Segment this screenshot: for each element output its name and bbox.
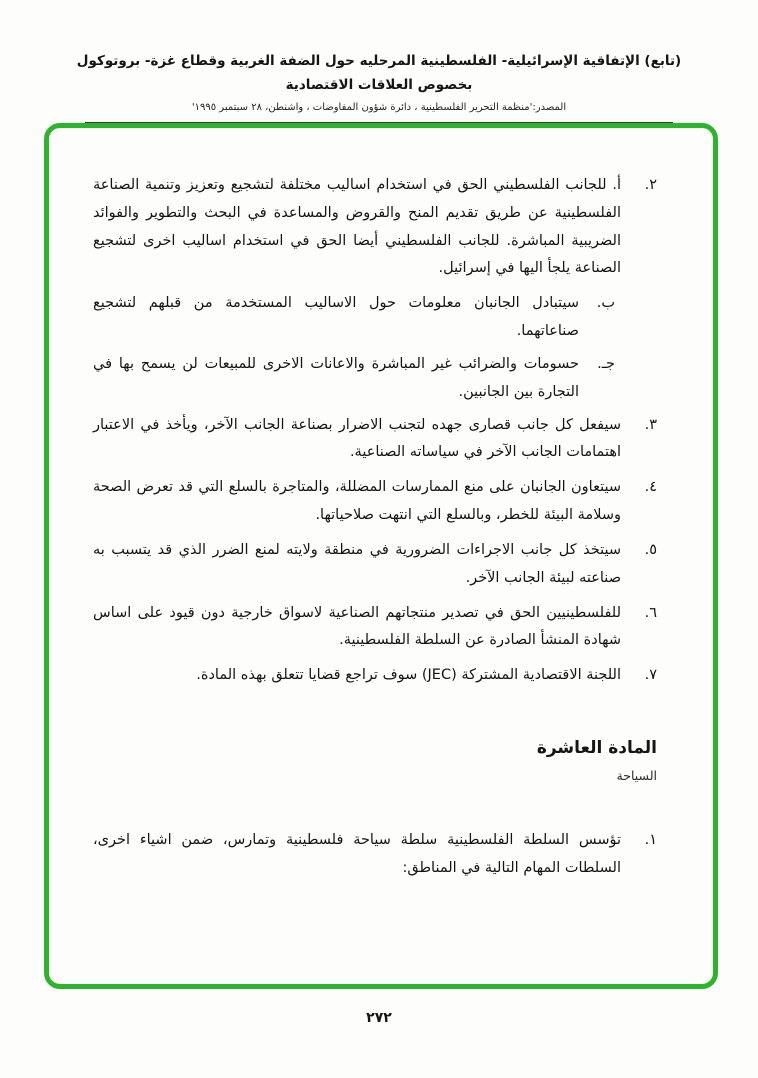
list-item [93,827,657,883]
list-item [93,172,657,283]
content-frame [44,123,718,989]
item-number: ٤. [644,479,657,496]
page-number: ٢٧٢ [366,1010,392,1026]
page-footer [0,1010,758,1026]
item-text: سيتخذ كل جانب الاجراءات الضرورية في منطقة ولايته لمنع الضرر الذي قد يتسبب به صناعته لبيئة الجانب الآخر. [93,541,621,586]
item-number: ١. [644,832,657,849]
item-text: للفلسطينيين الحق في تصدير منتجاتهم الصناعية لاسواق خارجية دون قيود على اساس شهادة المنشأ الصادرة عن السلطة الفلسطينية. [93,604,621,649]
list-item [93,600,657,656]
item-text: اللجنة الاقتصادية المشتركة (JEC) سوف تراجع قضايا تتعلق بهذه المادة. [196,667,621,684]
list-item [93,662,657,690]
item-number: ٢. [644,177,657,193]
list-item [93,537,657,593]
item-text: أ. للجانب الفلسطيني الحق في استخدام اساليب مختلفة لتشجيع وتعزيز وتنمية الصناعة الفلسطينية عن طريق تقديم المنح والقروض والمساعدة في البحث والتطوير والفوائد الضريبية المباشرة. للجانب الفلسطيني أيضا الحق في استخدام اساليب اخرى لتشجيع الصناعة يلجأ اليها في إسرائيل. [93,177,621,277]
item-text: سيتبادل الجانبان معلومات حول الاساليب المستخدمة من قبلهم لتشجيع صناعاتهما. [93,295,579,340]
item-text: سيفعل كل جانب قصارى جهده لتجنب الاضرار بصناعة الجانب الآخر، ويأخذ في الاعتبار اهتمامات الجانب الآخر في سياساته الصناعية. [93,416,621,461]
item-number: ٣. [644,416,657,433]
article-heading [93,738,657,783]
item-number: ب. [596,295,615,312]
item-number: جـ. [597,355,615,372]
item-text: تؤسس السلطة الفلسطينية سلطة سياحة فلسطينية وتمارس، ضمن اشياء اخرى، السلطات المهام التالية في المناطق: [93,832,621,876]
list-item [93,290,615,346]
item-number: ٥. [644,541,657,558]
item-number: ٧. [644,667,657,684]
item-number: ٦. [644,604,657,621]
article-title: المادة العاشرة [536,738,657,759]
header-source: المصدر:'منظمة التحرير الفلسطينية ، دائرة شؤون المفاوضات ، واشنطن، ٢٨ سبتمبر ١٩٩٥' [191,102,567,114]
document-header [0,0,758,123]
item-text: سيتعاون الجانبان على منع الممارسات المضللة، والمتاجرة بالسلع التي قد تعرض الصحة وسلامة البيئة للخطر، وبالسلع التي انتهت صلاحياتها. [93,479,621,524]
item-text: حسومات والضرائب غير المباشرة والاعانات الاخرى للمبيعات لن يسمح بها في التجارة بين الجانبين. [93,355,579,400]
list-item [93,474,657,530]
tourism-section [93,827,657,883]
list-item [93,351,615,407]
article-subtitle: السياحة [616,768,657,784]
header-title: (تابع) الإتفاقية الإسرائيلية- الفلسطينية المرحليه حول الضفة الغربية وقطاع غزة- بروتوكول بخصوص العلاقات الاقتصادية [76,53,682,93]
list-item [93,412,657,468]
